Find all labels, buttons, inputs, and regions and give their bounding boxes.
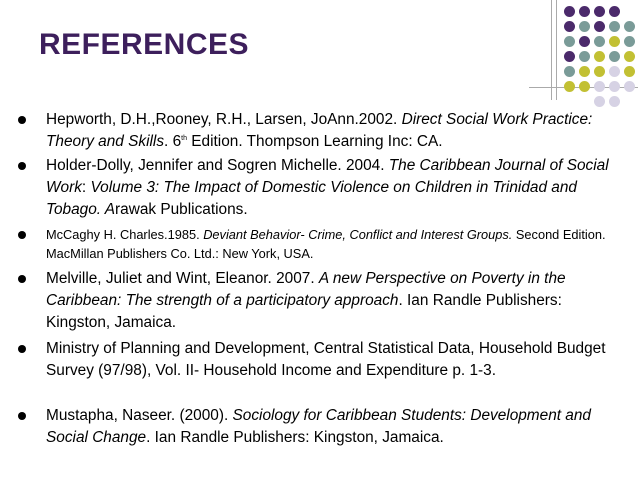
decor-dot (579, 66, 590, 77)
decor-dot (564, 51, 575, 62)
decor-dot (579, 6, 590, 17)
bullet-icon (18, 412, 26, 420)
decor-dot (624, 51, 635, 62)
reference-item (46, 225, 618, 263)
reference-text: Second Edition. MacMillan Publishers Co. Ltd.: New York, USA. (46, 227, 606, 261)
reference-text: McCaghy H. Charles.1985. (46, 227, 204, 242)
decor-dot (609, 66, 620, 77)
bullet-icon (18, 231, 26, 239)
bullet-icon (18, 116, 26, 124)
decor-dot (594, 66, 605, 77)
reference-text: Ministry of Planning and Development, Central Statistical Data, Household Budget Survey (97/98), Vol. II- Household Income and Expenditure p. 1-3. (46, 340, 606, 379)
decor-dot (564, 36, 575, 47)
reference-item (46, 155, 618, 221)
decor-dot (579, 51, 590, 62)
decor-dot (609, 36, 620, 47)
reference-item (46, 268, 618, 334)
reference-text: Hepworth, D.H.,Rooney, R.H., Larsen, JoAnn.2002. (46, 111, 402, 128)
decor-dot (594, 96, 605, 107)
reference-text: Mustapha, Naseer. (2000). (46, 407, 233, 424)
decor-dot (594, 51, 605, 62)
reference-title: Direct Social Work Practice: Theory and Skills (46, 111, 593, 150)
reference-title: Volume 3: The Impact of Domestic Violence on Children in Trinidad and Tobago. A (46, 179, 577, 218)
bullet-icon (18, 345, 26, 353)
decor-dot (594, 21, 605, 32)
ordinal-suffix: th (181, 134, 188, 142)
reference-text: Edition. Thompson Learning Inc: CA. (187, 133, 443, 150)
reference-text: : (81, 179, 91, 196)
decor-dot (609, 81, 620, 92)
decor-dot (564, 6, 575, 17)
reference-title: Deviant Behavior- Crime, Conflict and Interest Groups. (203, 227, 513, 242)
decor-dot (624, 36, 635, 47)
decor-dot (624, 66, 635, 77)
decor-line-vertical-2 (556, 0, 557, 100)
reference-text: rawak Publications. (115, 201, 248, 218)
reference-text: Melville, Juliet and Wint, Eleanor. 2007. (46, 270, 319, 287)
decor-dot (579, 81, 590, 92)
decor-dot (594, 6, 605, 17)
decor-dot (624, 21, 635, 32)
decor-dot (579, 21, 590, 32)
decor-dot (579, 36, 590, 47)
decor-line-vertical-1 (551, 0, 552, 100)
decor-dot (564, 81, 575, 92)
reference-item (46, 109, 618, 153)
reference-text: . Ian Randle Publishers: Kingston, Jamaica. (146, 429, 444, 446)
decor-dot (564, 21, 575, 32)
reference-text: . Ian Randle Publishers: Kingston, Jamaica. (46, 292, 562, 331)
bullet-icon (18, 275, 26, 283)
decor-dot (609, 6, 620, 17)
decor-dot (609, 96, 620, 107)
reference-title: Sociology for Caribbean Students: Development and Social Change (46, 407, 591, 446)
decor-dot (609, 21, 620, 32)
reference-text: Holder-Dolly, Jennifer and Sogren Michelle. 2004. (46, 157, 389, 174)
decor-dot (564, 66, 575, 77)
slide-title: REFERENCES (39, 28, 250, 61)
decor-dot (624, 81, 635, 92)
reference-item (46, 405, 618, 449)
bullet-icon (18, 162, 26, 170)
reference-text: . 6 (164, 133, 182, 150)
reference-journal: The Caribbean Journal of Social Work (46, 157, 609, 196)
reference-item (46, 338, 618, 382)
reference-title: A new Perspective on Poverty in the Caribbean: The strength of a participatory approach (46, 270, 566, 309)
decor-dot (609, 51, 620, 62)
decor-dot (594, 36, 605, 47)
decor-dot (594, 81, 605, 92)
